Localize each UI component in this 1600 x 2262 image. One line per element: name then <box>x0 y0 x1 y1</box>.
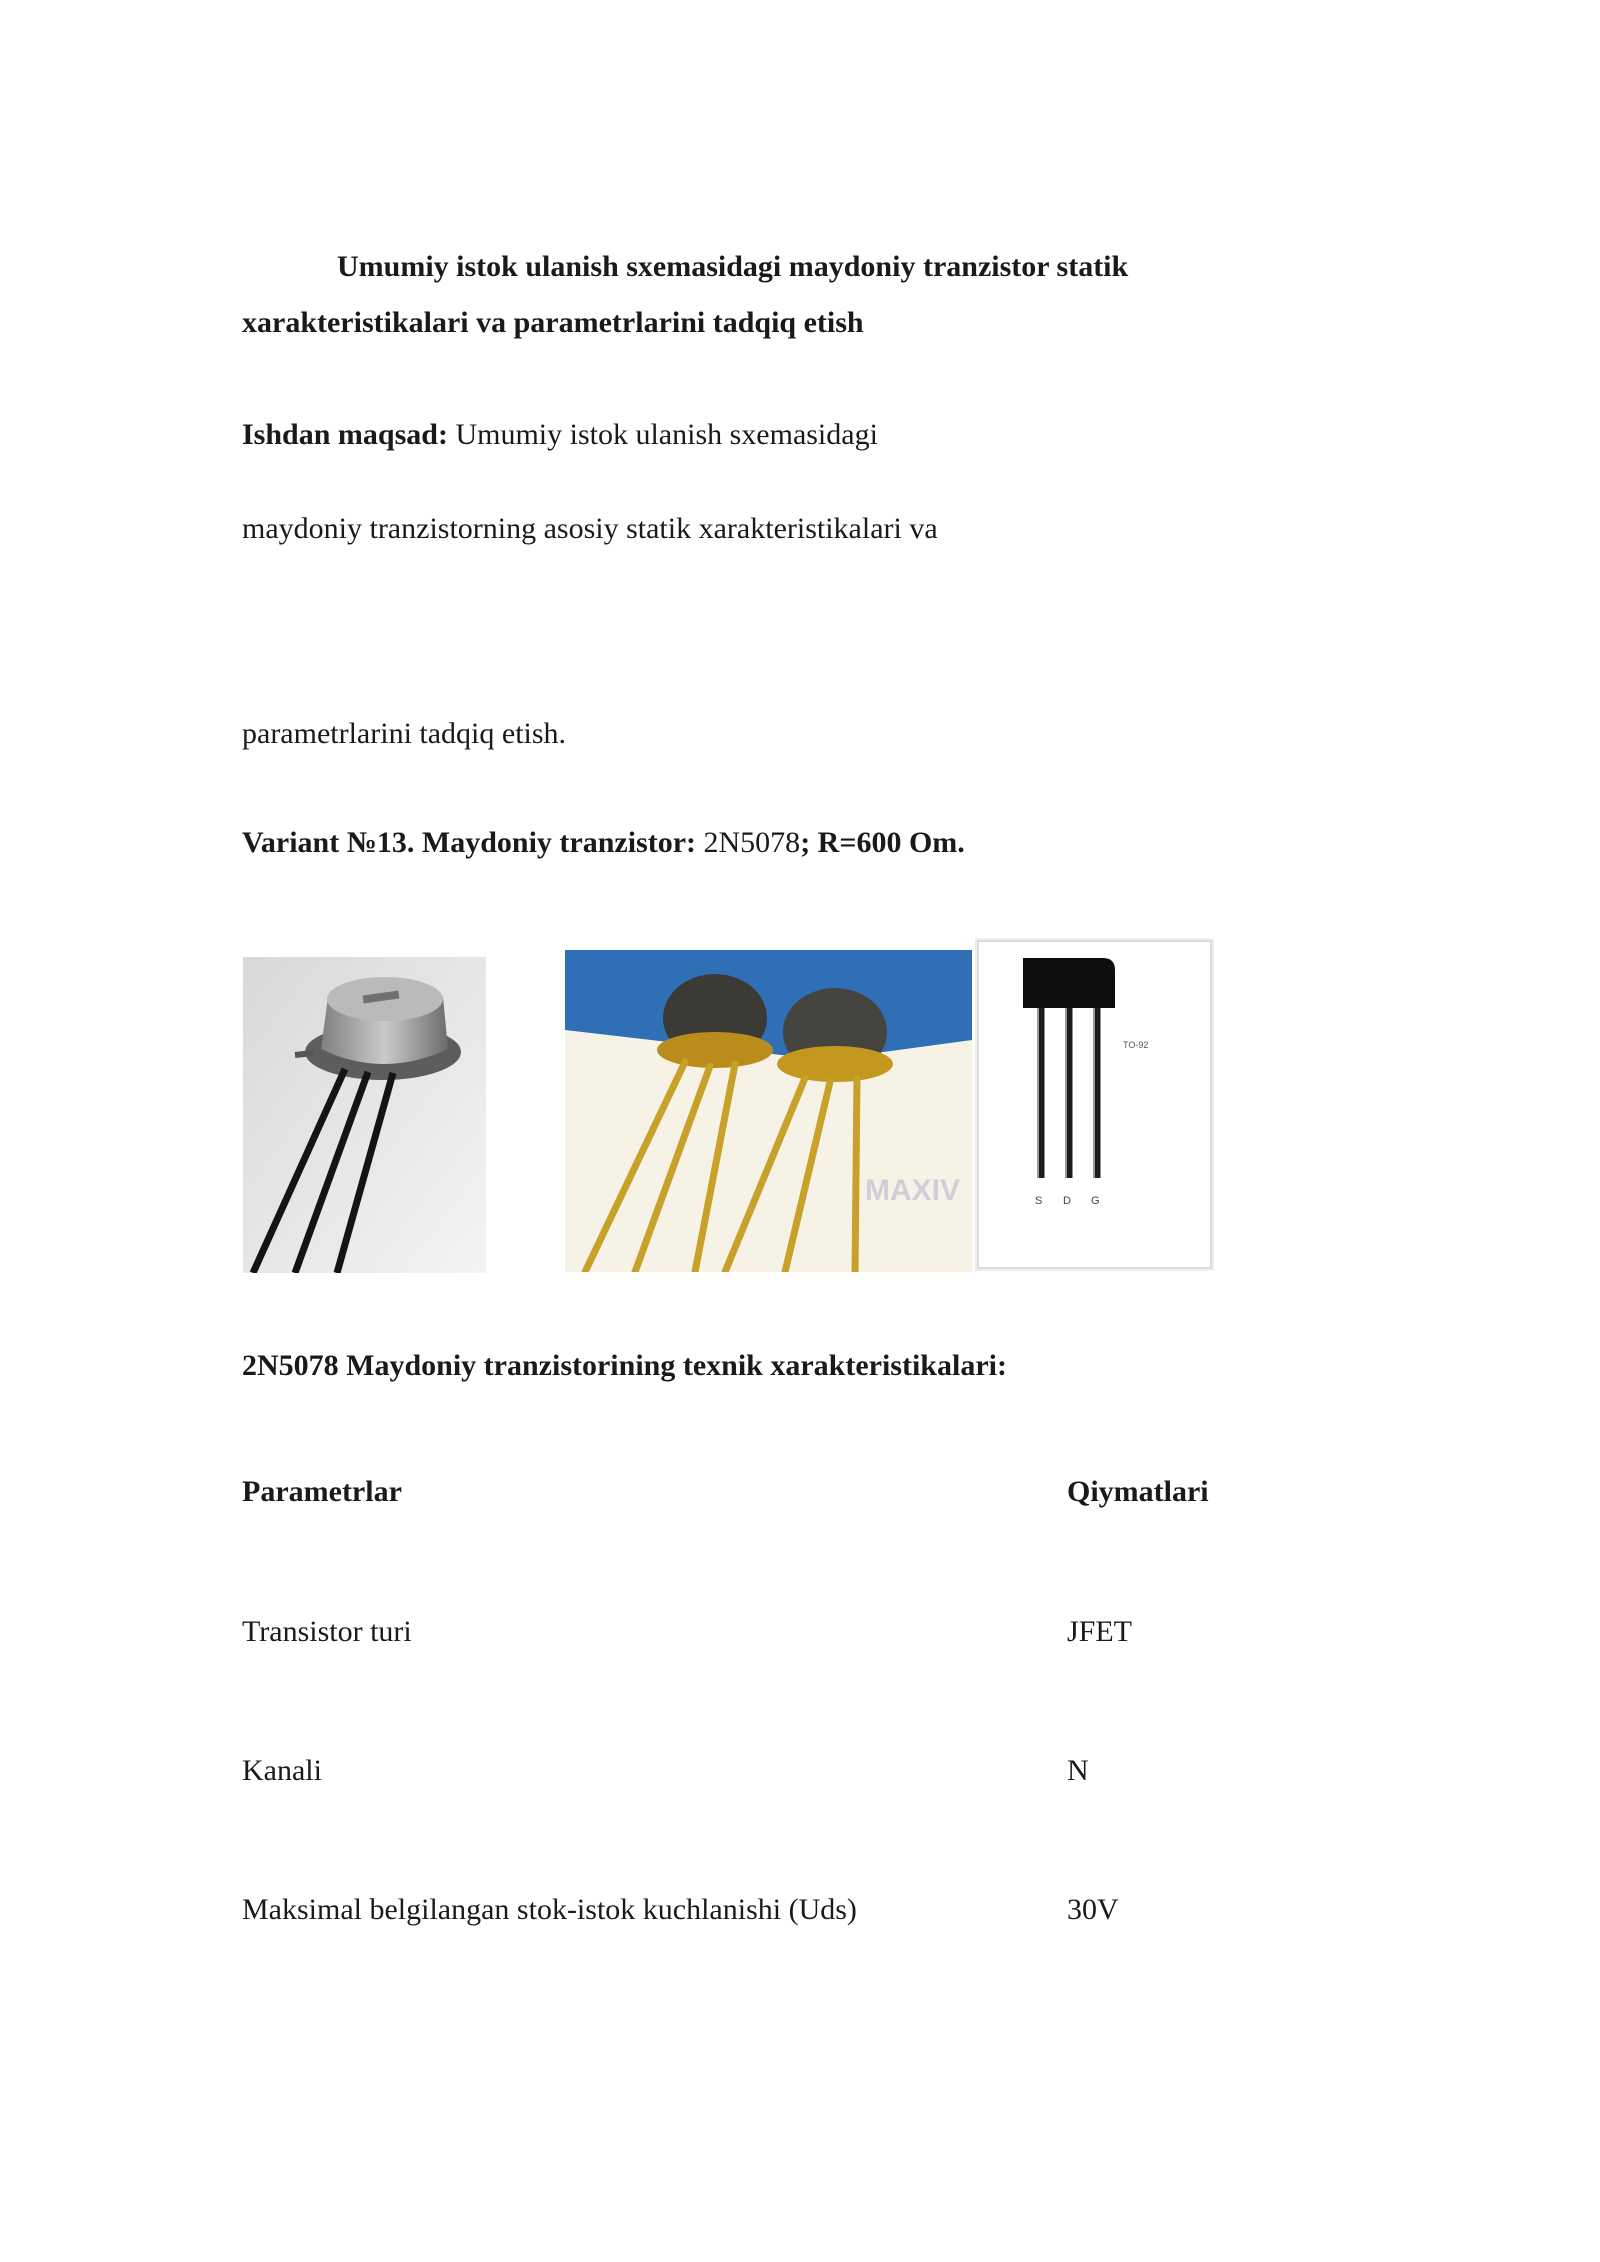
goal-line-2: maydoniy tranzistorning asosiy statik xarakteristikalari va <box>242 512 938 545</box>
column-header-values: Qiymatlari <box>1067 1475 1209 1508</box>
spec-param-max-uds: Maksimal belgilangan stok-istok kuchlanishi (Uds) <box>242 1893 857 1926</box>
spec-value-max-uds: 30V <box>1067 1893 1119 1926</box>
variant-line <box>242 823 965 863</box>
title-line-1: Umumiy istok ulanish sxemasidagi maydoniy tranzistor statik <box>337 250 1129 283</box>
gold-lead-transistors-photo <box>565 950 972 1272</box>
spec-value-transistor-type: JFET <box>1067 1615 1133 1648</box>
goal-line-1 <box>242 415 878 455</box>
spec-table-heading: 2N5078 Maydoniy tranzistorining texnik xarakteristikalari: <box>242 1349 1007 1382</box>
pin-label-d: D <box>1063 1195 1071 1207</box>
to-92-metal-can-transistor-photo <box>243 957 486 1273</box>
variant-resistor: ; R=600 Om. <box>800 826 965 859</box>
photo-watermark: MAXIV <box>865 1174 961 1207</box>
package-label: TO-92 <box>1123 1040 1149 1050</box>
goal-text-1: Umumiy istok ulanish sxemasidagi <box>447 418 878 451</box>
title-line-2: xarakteristikalari va parametrlarini tadqiq etish <box>242 306 864 339</box>
spec-param-channel: Kanali <box>242 1754 322 1787</box>
to-92-plastic-transistor-photo <box>975 938 1214 1271</box>
pin-label-s: S <box>1035 1195 1043 1207</box>
spec-param-transistor-type: Transistor turi <box>242 1615 412 1648</box>
variant-model: 2N5078 <box>696 826 801 859</box>
goal-line-3: parametrlarini tadqiq etish. <box>242 717 567 750</box>
column-header-parameters: Parametrlar <box>242 1475 402 1508</box>
spec-value-channel: N <box>1067 1754 1089 1787</box>
variant-label: Variant №13. Maydoniy tranzistor: <box>242 826 697 859</box>
pin-label-g: G <box>1091 1195 1100 1207</box>
goal-label: Ishdan maqsad: <box>242 418 448 451</box>
